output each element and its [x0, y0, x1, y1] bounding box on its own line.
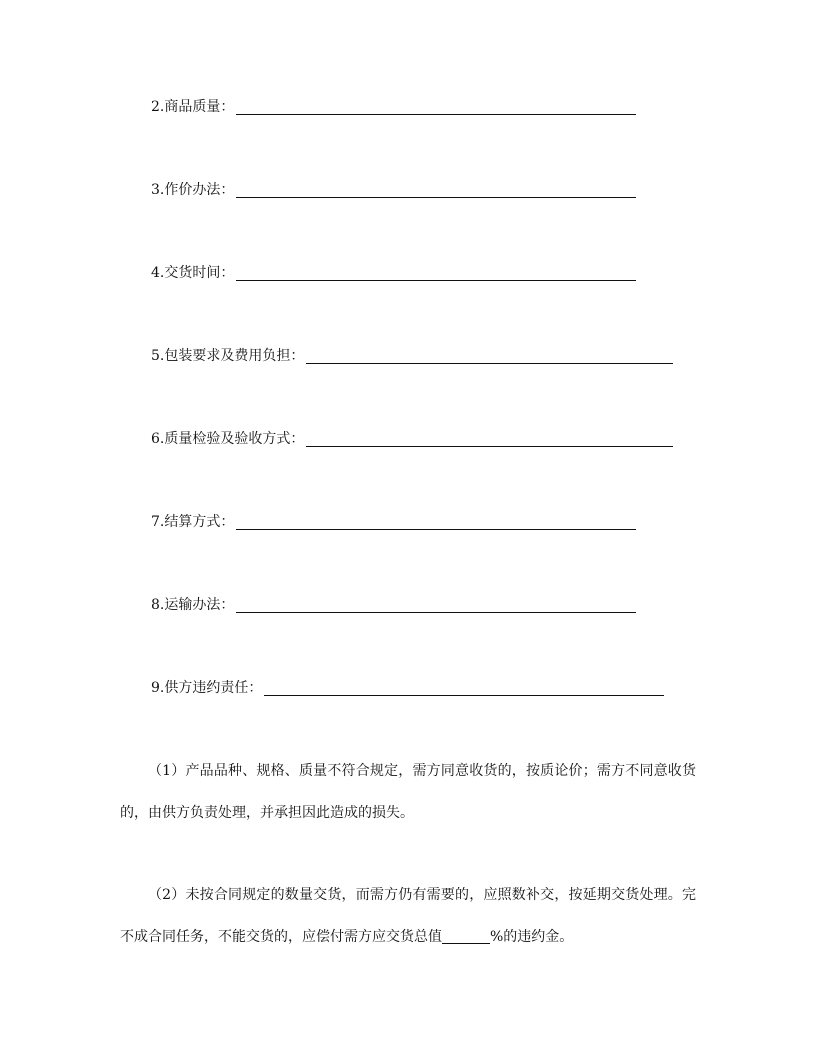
field-label: 5.包装要求及费用负担：: [151, 348, 305, 364]
field-label: 6.质量检验及验收方式：: [151, 431, 305, 447]
fill-in-blank[interactable]: [236, 596, 636, 613]
clause-text: [120, 874, 696, 958]
clause-text: （1）产品品种、规格、质量不符合规定，需方同意收货的，按质论价；需方不同意收货的，由供方负责处理，并承担因此造成的损失。: [120, 763, 696, 821]
field-label: 3.作价办法：: [151, 182, 235, 198]
field-packaging-cost: [151, 347, 673, 365]
field-label: 8.运输办法：: [151, 597, 235, 613]
field-label: 7.结算方式：: [151, 514, 235, 530]
fill-in-blank[interactable]: [264, 679, 664, 696]
clause-text-after: %的违约金。: [490, 929, 574, 945]
field-product-quality: [151, 98, 636, 116]
field-label: 2.商品质量：: [151, 99, 235, 115]
field-label: 9.供方违约责任：: [151, 680, 263, 696]
field-transport-method: [151, 596, 636, 614]
fill-in-blank[interactable]: [236, 98, 636, 115]
field-delivery-time: [151, 264, 636, 282]
field-pricing-method: [151, 181, 636, 199]
fill-in-blank[interactable]: [236, 264, 636, 281]
clause-text-before: （2）未按合同规定的数量交货，而需方仍有需要的，应照数补交，按延期交货处理。完不成合同任务，不能交货的，应偿付需方应交货总值: [120, 887, 696, 945]
fill-in-blank[interactable]: [306, 347, 673, 364]
clause-1: [120, 750, 696, 834]
field-inspection-method: [151, 430, 673, 448]
fill-in-blank[interactable]: [306, 430, 673, 447]
field-settlement-method: [151, 513, 636, 531]
field-supplier-liability: [151, 679, 664, 697]
field-label: 4.交货时间：: [151, 265, 235, 281]
fill-in-blank[interactable]: [236, 513, 636, 530]
clause-2: [120, 874, 696, 958]
fill-in-blank[interactable]: [236, 181, 636, 198]
penalty-percent-blank[interactable]: [442, 929, 490, 944]
